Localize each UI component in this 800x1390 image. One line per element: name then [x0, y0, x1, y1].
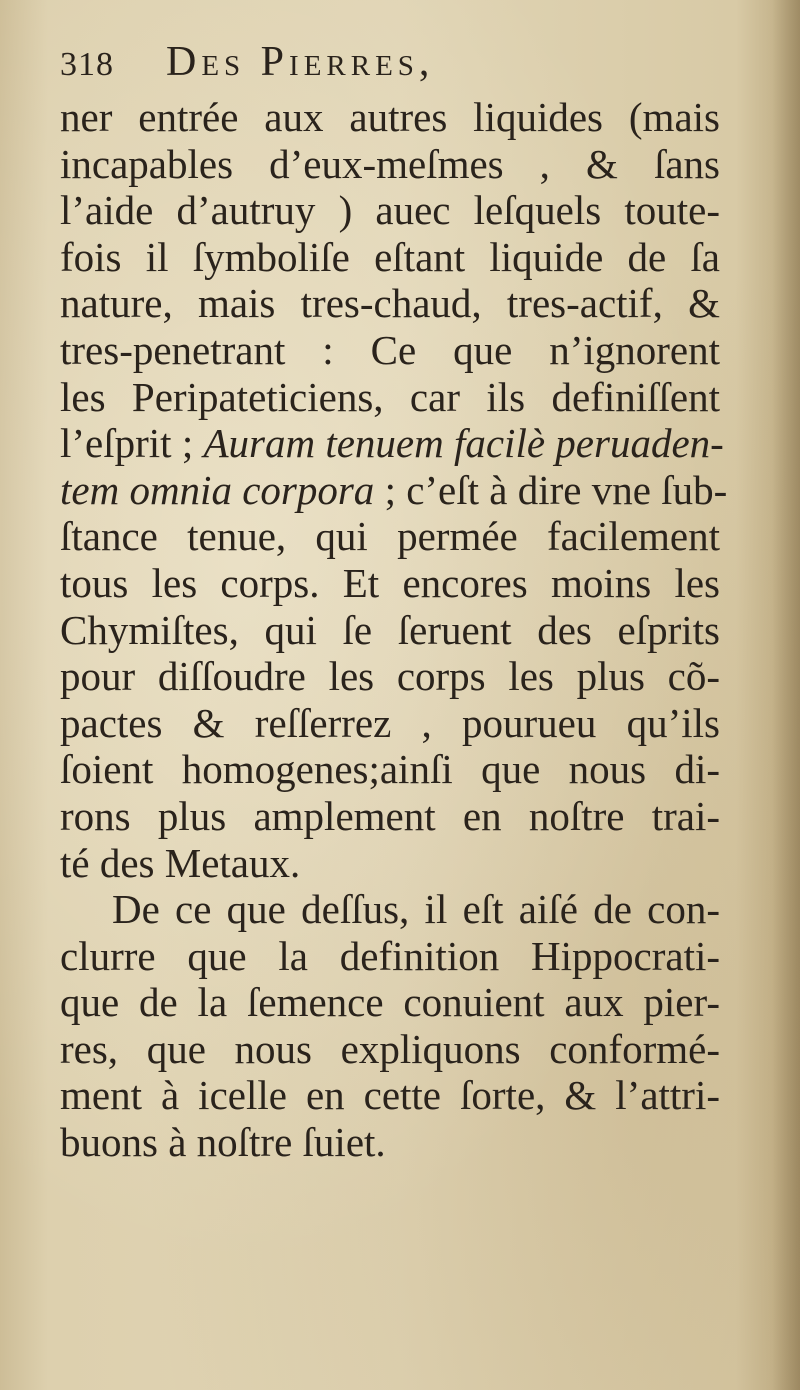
text-line	[60, 141, 720, 188]
latin-quote: tem omnia corpora	[60, 466, 375, 513]
text-run: que de la ſemence conuient aux pier-	[60, 979, 720, 1026]
text-line	[60, 187, 720, 234]
text-run: De ce que deſſus, il eſt aiſé de con-	[112, 886, 720, 933]
text-run: les Peripateticiens, car ils definiſſent	[60, 373, 720, 420]
text-line	[60, 374, 720, 421]
text-run: fois il ſymboliſe eſtant liquide de ſa	[60, 233, 720, 280]
text-line	[60, 700, 720, 747]
text-run: incapables d’eux-meſmes , & ſans	[60, 140, 720, 187]
text-run: ſoient homogenes;ainſi que nous di-	[60, 746, 720, 793]
text-run: l’aide d’autruy ) auec leſquels toute-	[60, 187, 720, 234]
text-run: tres-penetrant : Ce que n’ignorent	[60, 326, 720, 373]
text-line	[60, 653, 720, 700]
text-line	[60, 280, 720, 327]
text-line	[60, 420, 724, 467]
running-head: Des Pierres,	[166, 39, 435, 85]
text-run: clurre que la definition Hippocrati-	[60, 932, 720, 979]
text-run: ſtance tenue, qui permée facilement	[60, 513, 720, 560]
text-line	[60, 793, 720, 840]
text-line	[60, 1026, 720, 1073]
text-run: buons à noſtre ſuiet.	[60, 1119, 386, 1166]
text-line	[60, 1119, 720, 1166]
text-run: tous les corps. Et encores moins les	[60, 559, 720, 606]
text-line	[60, 513, 720, 560]
page-header	[60, 38, 740, 98]
text-run: pour diſſoudre les corps les plus cõ-	[60, 653, 720, 700]
body-text	[60, 94, 728, 1166]
latin-quote: Auram tenuem facilè peruaden-	[203, 420, 724, 467]
text-run: Chymiſtes, qui ſe ſeruent des eſprits	[60, 606, 720, 653]
text-run: ner entrée aux autres liquides (mais	[60, 94, 720, 140]
text-line	[60, 94, 720, 141]
page-edge-shadow	[772, 0, 800, 1390]
text-line	[60, 466, 728, 514]
text-line	[60, 1072, 720, 1119]
page-number: 318	[60, 46, 114, 83]
text-run: pactes & reſſerrez , pourueu qu’ils	[60, 699, 720, 746]
text-line	[60, 746, 720, 793]
text-run: nature, mais tres-chaud, tres-actif, &	[60, 280, 720, 327]
text-run: té des Metaux.	[60, 839, 301, 886]
text-run: ment à icelle en cette ſorte, & l’attri-	[60, 1072, 720, 1119]
text-line	[60, 933, 720, 980]
text-run: res, que nous expliquons conformé-	[60, 1025, 720, 1072]
text-line	[60, 327, 720, 374]
text-run: ; c’eſt à dire vne ſub-	[374, 466, 728, 513]
text-line	[60, 979, 720, 1026]
text-line	[60, 560, 720, 607]
text-line	[60, 607, 720, 654]
text-line	[60, 886, 720, 933]
text-run: rons plus amplement en noſtre trai-	[60, 792, 720, 839]
text-line	[60, 840, 720, 887]
text-run: l’eſprit ;	[60, 420, 204, 467]
text-line	[60, 234, 720, 281]
